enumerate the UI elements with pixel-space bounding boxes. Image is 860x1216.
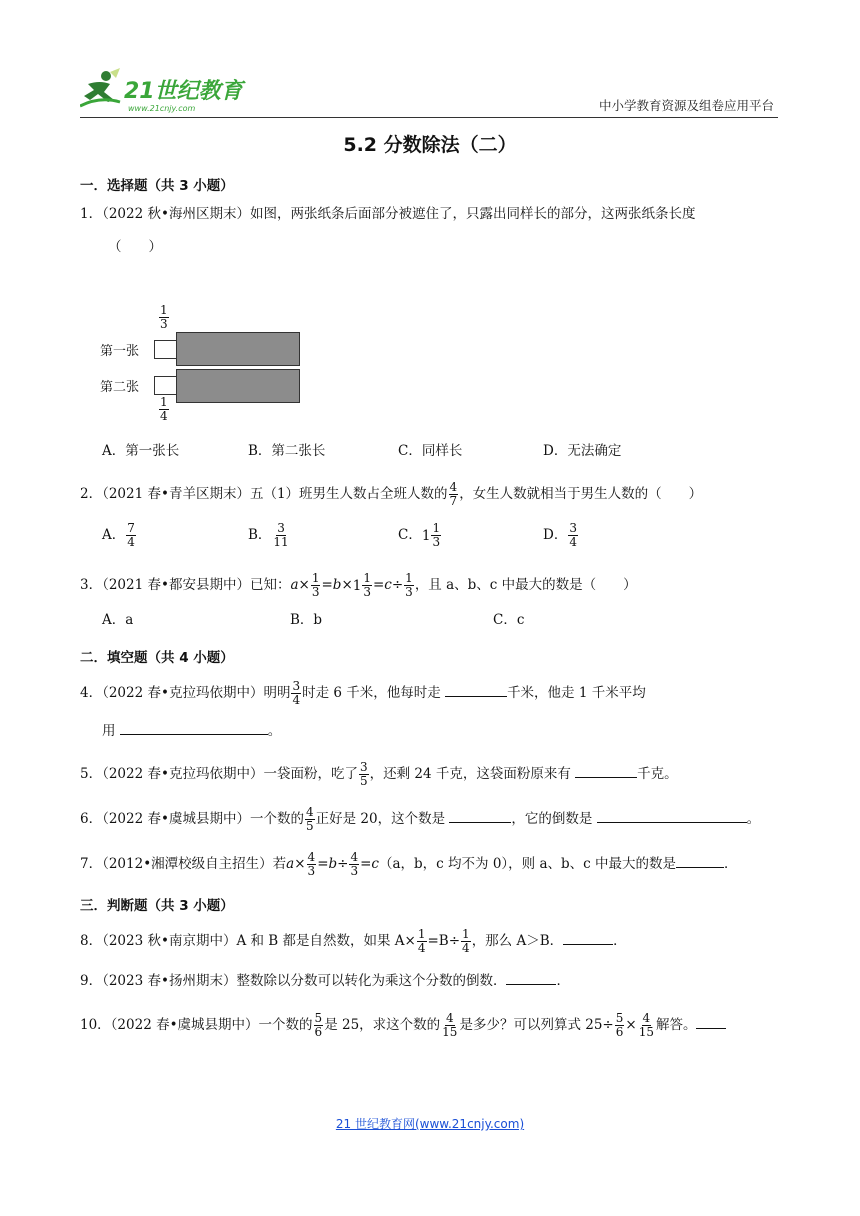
q1-option-b[interactable]: B．第二张长 (248, 443, 326, 459)
q6-blank-2[interactable] (597, 808, 747, 823)
q2-option-d[interactable]: D． $\frac{3}{4}$ (543, 521, 577, 549)
paper-strips-figure (100, 300, 310, 430)
logo-runner-icon (80, 66, 250, 116)
strip-1-label: 第一张 (100, 344, 140, 359)
page-title: 5.2 分数除法（二） (343, 134, 517, 156)
logo (80, 66, 250, 116)
strip-2-cover (176, 369, 300, 403)
strip-2-label: 第二张 (100, 380, 140, 395)
question-1-text: 1．（2022 秋•海州区期末）如图，两张纸条后面部分被遮住了，只露出同样长的部分，这两张纸条长度 (80, 206, 696, 222)
q5-blank[interactable] (575, 763, 637, 778)
q1-option-a[interactable]: A．第一张长 (102, 443, 180, 459)
q7-blank[interactable] (676, 853, 724, 868)
question-3: 3．（2021 春•都安县期中）已知：a× $\frac{1}{3}$ =b× 1 $\frac{1}{3}$ =c÷ $\frac{1}{3}$ ，且 a、b、c 中最大的数是（ ） (80, 571, 637, 599)
platform-name: 中小学教育资源及组卷应用平台 (598, 98, 774, 113)
q4-blank-1[interactable] (445, 682, 507, 697)
footer (0, 1115, 860, 1132)
question-7: 7．（2012•湘潭校级自主招生）若a× $\frac{4}{3}$ =b÷ $\frac{4}{3}$ =c（a，b，c 均不为 0），则 a、b、c 中最大的数是 ． (80, 850, 738, 878)
strip-2-visible-part (154, 376, 178, 395)
section-fill-in: 二．填空题（共 4 小题） (80, 650, 234, 666)
question-9: 9．（2023 春•扬州期末）整数除以分数可以转化为乘这个分数的倒数． ． (80, 970, 570, 992)
question-10: 10．（2022 春•虞城县期中）一个数的 $\frac{5}{6}$ 是 25，求这个数的 $\frac{4}{15}$ 是多少？可以列算式 25÷ $\frac{5}{6}$ × $\frac{4}{15}$ 解答。 (80, 1012, 726, 1039)
question-2: 2．（2021 春•青羊区期末）五（1）班男生人数占全班人数的 $\frac{4}{7}$ ，女生人数就相当于男生人数的（ ） (80, 480, 703, 508)
q1-option-d[interactable]: D．无法确定 (543, 443, 622, 459)
q2-option-b[interactable]: B． $\frac{3}{11}$ (248, 521, 289, 549)
question-1-paren: （ ） (108, 239, 162, 255)
question-4-line2: 用 。 (102, 720, 281, 742)
footer-link[interactable]: 21 世纪教育网(www.21cnjy.com) (335, 1117, 525, 1131)
q3-option-c[interactable]: C．c (493, 612, 525, 628)
q2-option-a[interactable]: A． $\frac{7}{4}$ (102, 521, 135, 549)
logo-url: www.21cnjy.com (128, 104, 196, 113)
q10-blank[interactable] (696, 1014, 726, 1029)
question-5: 5．（2022 春•克拉玛依期中）一袋面粉，吃了 $\frac{3}{5}$ ，还剩 24 千克，这袋面粉原来有 千克。 (80, 760, 678, 788)
q3-option-b[interactable]: B．b (290, 612, 323, 628)
figure-top-fraction: $\frac{1}{3}$ (160, 303, 168, 331)
section-judgement: 三．判断题（共 3 小题） (80, 898, 234, 914)
question-8: 8．（2023 秋•南京期中）A 和 B 都是自然数，如果 A× $\frac{1}{4}$ =B÷ $\frac{1}{4}$ ，那么 A＞B． ． (80, 927, 627, 955)
q8-blank[interactable] (563, 930, 613, 945)
question-4: 4．（2022 春•克拉玛依期中）明明 $\frac{3}{4}$ 时走 6 千米，他每时走 千米，他走 1 千米平均 (80, 679, 646, 707)
q4-blank-2[interactable] (120, 720, 268, 735)
q2-fraction: $\frac{4}{7}$ (449, 480, 458, 508)
figure-bottom-fraction: $\frac{1}{4}$ (160, 395, 168, 423)
question-6: 6．（2022 春•虞城县期中）一个数的 $\frac{4}{5}$ 正好是 20，这个数是 ，它的倒数是 。 (80, 805, 761, 833)
q9-blank[interactable] (506, 970, 556, 985)
q6-blank-1[interactable] (449, 808, 511, 823)
strip-1-visible-part (154, 340, 178, 359)
header-divider (80, 117, 778, 118)
logo-text: 21世纪教育 (124, 79, 243, 104)
strip-1-cover (176, 332, 300, 366)
q2-option-c[interactable]: C． 1 $\frac{1}{3}$ (398, 521, 441, 549)
section-choice: 一．选择题（共 3 小题） (80, 178, 234, 194)
q1-option-c[interactable]: C．同样长 (398, 443, 463, 459)
q3-option-a[interactable]: A．a (102, 612, 134, 628)
